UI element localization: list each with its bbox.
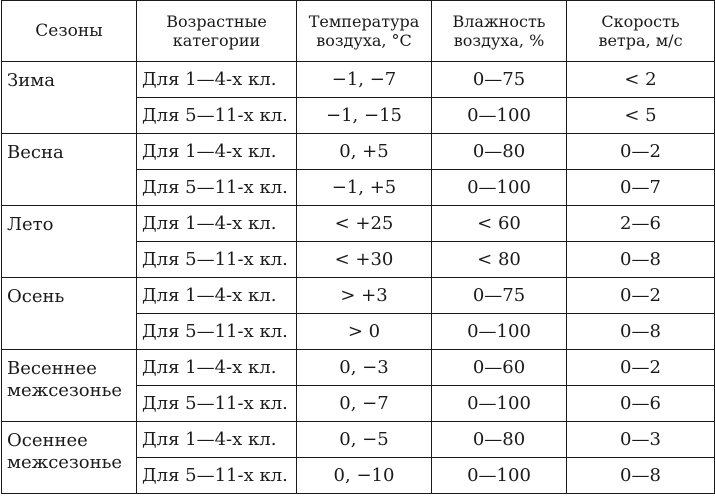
season-cell: Осень	[2, 278, 137, 350]
header-wind-speed: Скорость ветра, м/с	[567, 1, 715, 62]
age-category-cell: Для 1—4-х кл.	[137, 62, 297, 98]
table-header	[2, 1, 715, 62]
humidity-cell: 0—100	[432, 386, 567, 422]
wind-speed-cell: 2—6	[567, 206, 715, 242]
wind-speed-cell: 0—2	[567, 350, 715, 386]
humidity-cell: 0—80	[432, 422, 567, 458]
age-category-cell: Для 1—4-х кл.	[137, 134, 297, 170]
humidity-cell: 0—75	[432, 278, 567, 314]
wind-speed-cell: 0—6	[567, 386, 715, 422]
season-cell: Весна	[2, 134, 137, 206]
table-row	[2, 62, 715, 98]
age-category-cell: Для 1—4-х кл.	[137, 422, 297, 458]
temperature-cell: > +3	[297, 278, 432, 314]
humidity-cell: 0—100	[432, 458, 567, 494]
wind-speed-cell: 0—8	[567, 314, 715, 350]
humidity-cell: 0—60	[432, 350, 567, 386]
age-category-cell: Для 1—4-х кл.	[137, 206, 297, 242]
wind-speed-cell: < 5	[567, 98, 715, 134]
season-cell: Весеннее межсезонье	[2, 350, 137, 422]
header-air-temperature: Температура воздуха, °С	[297, 1, 432, 62]
wind-speed-cell: 0—8	[567, 242, 715, 278]
age-category-cell: Для 5—11-х кл.	[137, 242, 297, 278]
table-row	[2, 134, 715, 170]
humidity-cell: 0—100	[432, 170, 567, 206]
weather-conditions-table	[1, 0, 715, 494]
temperature-cell: 0, −7	[297, 386, 432, 422]
temperature-cell: 0, −10	[297, 458, 432, 494]
temperature-cell: −1, −7	[297, 62, 432, 98]
humidity-cell: 0—80	[432, 134, 567, 170]
table-row	[2, 206, 715, 242]
season-cell: Зима	[2, 62, 137, 134]
wind-speed-cell: < 2	[567, 62, 715, 98]
temperature-cell: 0, −5	[297, 422, 432, 458]
age-category-cell: Для 1—4-х кл.	[137, 278, 297, 314]
temperature-cell: −1, +5	[297, 170, 432, 206]
temperature-cell: < +30	[297, 242, 432, 278]
humidity-cell: 0—100	[432, 314, 567, 350]
header-age-category: Возрастные категории	[137, 1, 297, 62]
temperature-cell: 0, +5	[297, 134, 432, 170]
humidity-cell: 0—75	[432, 62, 567, 98]
temperature-cell: 0, −3	[297, 350, 432, 386]
age-category-cell: Для 5—11-х кл.	[137, 98, 297, 134]
humidity-cell: 0—100	[432, 98, 567, 134]
temperature-cell: > 0	[297, 314, 432, 350]
season-cell: Лето	[2, 206, 137, 278]
age-category-cell: Для 5—11-х кл.	[137, 170, 297, 206]
age-category-cell: Для 5—11-х кл.	[137, 314, 297, 350]
header-season: Сезоны	[2, 1, 137, 62]
header-row	[2, 1, 715, 62]
humidity-cell: < 80	[432, 242, 567, 278]
wind-speed-cell: 0—3	[567, 422, 715, 458]
age-category-cell: Для 5—11-х кл.	[137, 386, 297, 422]
temperature-cell: < +25	[297, 206, 432, 242]
season-cell: Осеннее межсезонье	[2, 422, 137, 494]
humidity-cell: < 60	[432, 206, 567, 242]
table-row	[2, 422, 715, 458]
table-row	[2, 350, 715, 386]
wind-speed-cell: 0—2	[567, 134, 715, 170]
temperature-cell: −1, −15	[297, 98, 432, 134]
wind-speed-cell: 0—7	[567, 170, 715, 206]
table-body	[2, 62, 715, 494]
wind-speed-cell: 0—2	[567, 278, 715, 314]
wind-speed-cell: 0—8	[567, 458, 715, 494]
age-category-cell: Для 1—4-х кл.	[137, 350, 297, 386]
table-row	[2, 278, 715, 314]
age-category-cell: Для 5—11-х кл.	[137, 458, 297, 494]
header-air-humidity: Влажность воздуха, %	[432, 1, 567, 62]
